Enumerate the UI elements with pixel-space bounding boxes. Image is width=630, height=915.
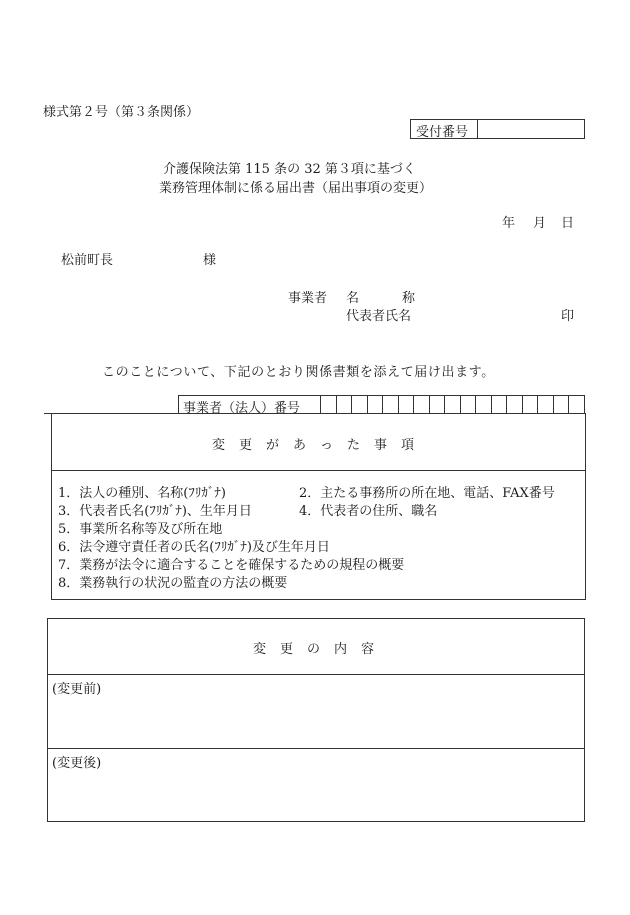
title-line-1: 介護保険法第 115 条の 32 第３項に基づく	[163, 162, 416, 177]
change-content-table	[47, 618, 585, 822]
changed-item-4: 4．代表者の住所、職名	[299, 504, 438, 519]
after-field[interactable]	[52, 770, 580, 818]
receipt-number-box	[410, 119, 585, 139]
changed-item-2: 2．主たる事務所の所在地、電話、FAX番号	[299, 486, 555, 501]
addressee-honorific: 様	[203, 253, 217, 268]
after-label: (変更後)	[52, 756, 102, 771]
operator-number-digit-cell[interactable]	[320, 395, 336, 413]
operator-number-digit-cell[interactable]	[398, 395, 414, 413]
business-label: 事業者	[288, 291, 328, 306]
operator-number-digit-cell[interactable]	[522, 395, 538, 413]
representative-label: 代表者氏名	[346, 309, 412, 324]
operator-number-digit-cell[interactable]	[506, 395, 522, 413]
changed-items-table	[51, 413, 586, 600]
date-month: 月	[533, 216, 547, 231]
operator-number-digit-cell[interactable]	[444, 395, 460, 413]
changed-item-1: 1．法人の種別、名称(ﾌﾘｶﾞﾅ)	[58, 486, 226, 501]
operator-number-digit-cell[interactable]	[367, 395, 383, 413]
operator-number-digit-cell[interactable]	[491, 395, 507, 413]
date-year: 年	[502, 216, 516, 231]
changed-item-5: 5．事業所名称等及び所在地	[58, 522, 223, 537]
date-day: 日	[561, 216, 575, 231]
operator-number-digit-cell[interactable]	[413, 395, 429, 413]
operator-number-digit-cell[interactable]	[382, 395, 398, 413]
operator-number-digit-cell[interactable]	[475, 395, 491, 413]
changed-items-divider	[52, 470, 585, 471]
receipt-number-label: 受付番号	[416, 125, 469, 140]
changed-item-3: 3．代表者氏名(ﾌﾘｶﾞﾅ)、生年月日	[58, 504, 252, 519]
changed-item-7: 7．業務が法令に適合することを確保するための規程の概要	[58, 558, 405, 573]
name-label-1: 名	[346, 291, 360, 306]
changed-items-heading: 変 更 が あ っ た 事 項	[212, 438, 415, 453]
receipt-divider	[477, 120, 478, 138]
title-line-2: 業務管理体制に係る届出書（届出事項の変更）	[159, 181, 433, 196]
operator-number-digit-cell[interactable]	[460, 395, 476, 413]
operator-number-digit-cell[interactable]	[537, 395, 553, 413]
operator-row-left	[178, 395, 179, 413]
before-field[interactable]	[52, 696, 580, 746]
addressee-name: 松前町長	[61, 253, 114, 268]
change-content-divider-1	[48, 674, 584, 675]
receipt-number-field[interactable]	[481, 121, 581, 139]
change-content-divider-2	[48, 748, 584, 749]
before-label: (変更前)	[52, 682, 102, 697]
operator-number-label: 事業者（法人）番号	[183, 401, 301, 416]
operator-number-digit-cell[interactable]	[351, 395, 367, 413]
operator-number-digit-cell[interactable]	[429, 395, 445, 413]
form-number: 様式第２号（第３条関係）	[43, 105, 200, 120]
changed-item-8: 8．業務執行の状況の監査の方法の概要	[58, 576, 288, 591]
changed-item-6: 6．法令遵守責任者の氏名(ﾌﾘｶﾞﾅ)及び生年月日	[58, 540, 330, 555]
statement-text: このことについて、下記のとおり関係書類を添えて届け出ます。	[102, 365, 495, 380]
change-content-heading: 変 更 の 内 容	[253, 642, 375, 657]
name-label-2: 称	[402, 291, 416, 306]
operator-number-digit-cell[interactable]	[553, 395, 569, 413]
seal-mark: 印	[561, 309, 575, 324]
operator-number-digit-cell[interactable]	[336, 395, 352, 413]
operator-row-right	[584, 395, 585, 413]
operator-number-digit-cell[interactable]	[568, 395, 584, 413]
